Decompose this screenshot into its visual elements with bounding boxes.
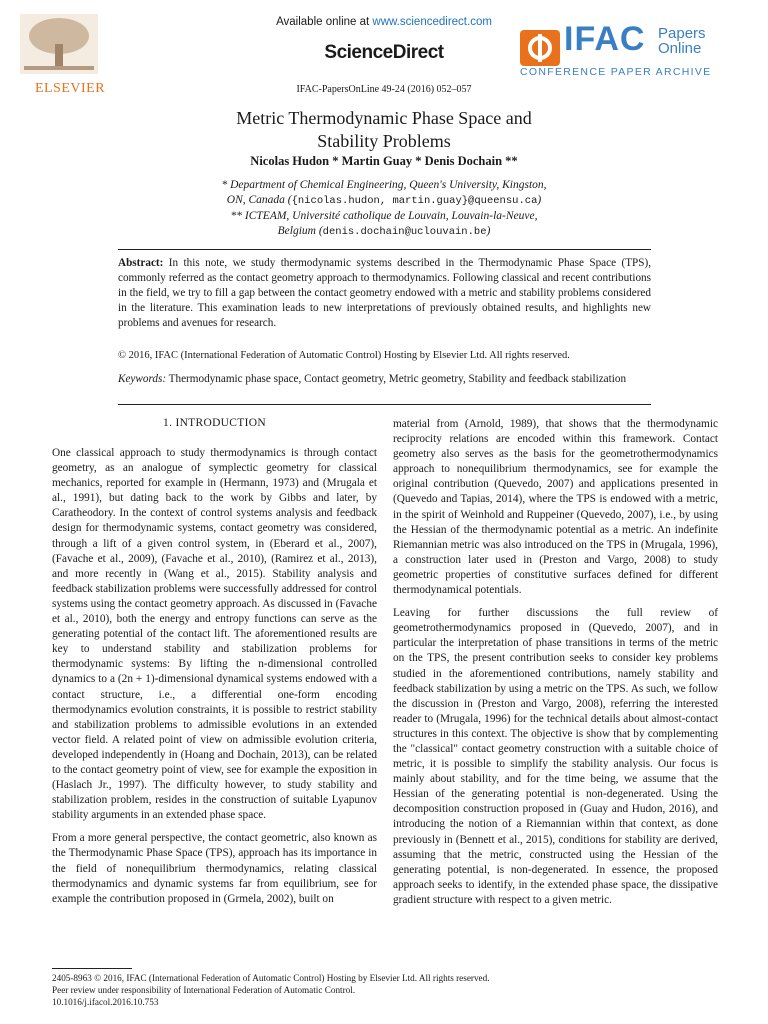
abstract-top-rule — [118, 249, 651, 250]
sciencedirect-brand: ScienceDirect — [324, 42, 444, 63]
abstract-bottom-rule — [118, 404, 651, 405]
ifac-wordmark: IFAC — [564, 20, 646, 58]
author-list: Nicolas Hudon * Martin Guay * Denis Dochain ** — [250, 154, 518, 168]
ifac-emblem-icon — [520, 30, 560, 66]
email-queensu: {nicolas.hudon, martin.guay}@queensu.ca — [291, 195, 538, 207]
papers-online-label: Papers Online — [658, 25, 706, 57]
keywords: Keywords: Thermodynamic phase space, Contact geometry, Metric geometry, Stability and feedback stabilization — [118, 373, 627, 385]
doi[interactable]: 10.1016/j.ifacol.2016.10.753 — [52, 997, 159, 1007]
sciencedirect-link[interactable]: www.sciencedirect.com — [372, 16, 492, 28]
abstract: Abstract: In this note, we study thermodynamic systems described in the Thermodynamic Phase Space (TPS), commonly referred as the contact geometry approach to thermodynamics. Following classical and recent contributions in the field, we try to fill a gap between the contact geometry endowed with a metric and stability problems considered in the literature. This examination leads to new interpretations of previously obtained results, and highlights new problems and avenues for research. — [118, 257, 651, 329]
left-column — [52, 446, 377, 915]
paragraph: From a more general perspective, the contact geometric, also known as the Thermodynamic Phase Space (TPS), approach has its importance in the field of nonequilibrium thermodynamics, relating classical thermodynamics and dynamic systems far from equilibrium, see for example the contribution proposed in (Grmela, 2002), built on — [52, 832, 377, 905]
footer-rule — [52, 968, 132, 969]
footer: 2405-8963 © 2016, IFAC (International Federation of Automatic Control) Hosting by Elsevier Ltd. All rights reserved. Peer review under responsibility of International Federation of Automatic Control. 10.1016/j.ifacol.2016.10.753 — [52, 972, 712, 1008]
paragraph: material from (Arnold, 1989), that shows that the thermodynamic reciprocity relations are encoded within this framework. Contact geometry also serves as the basis for the geometrothermodynamics approach to nonequilibrium thermodynamics, see for example the original contribution (Quevedo, 2007) and applications presented in (Quevedo and Tapias, 2014), where the TPS is endowed with a metric, in the spirit of Weinhold and Ruppeiner (Quevedo, 2007), i.e., by using the Hessian of the thermodynamic potential as a metric. An indefinite Riemannian metric was also introduced on the TPS in (Mrugala, 1996), a construction later used in (Preston and Vargo, 2008) to study geometric properties of constitutive surfaces defined for different thermodynamical potentials. — [393, 418, 718, 597]
paper-title: Metric Thermodynamic Phase Space and Stability Problems — [236, 108, 532, 151]
abstract-copyright: © 2016, IFAC (International Federation of Automatic Control) Hosting by Elsevier Ltd. All rights reserved. — [118, 350, 570, 361]
section-heading: 1. INTRODUCTION — [163, 417, 266, 429]
conference-archive-label: CONFERENCE PAPER ARCHIVE — [520, 66, 712, 78]
right-column — [393, 417, 718, 916]
elsevier-wordmark: ELSEVIER — [34, 81, 106, 96]
email-uclouvain: denis.dochain@uclouvain.be — [322, 226, 487, 238]
ifac-logo — [518, 20, 718, 84]
available-online: Available online at www.sciencedirect.com — [276, 16, 492, 28]
affiliations: * Department of Chemical Engineering, Queen's University, Kingston, ON, Canada ({nicolas.hudon, martin.guay}@queensu.ca) ** ICTEAM, Université catholique de Louvain, Louvain-la-Neuve, Belgium (denis.dochain@uclouvain.be) — [221, 179, 547, 238]
paragraph: One classical approach to study thermodynamics is through contact geometry, as an analogue of symplectic geometry for classical mechanics, reported for example in (Hermann, 1973) and (Mrugala et al., 1991), but dating back to the work by Gibbs and later, by Caratheodory. In the context of control systems analysis and feedback design for thermodynamic systems, contact geometry was considered, through a lift of a given control system, in (Eberard et al., 2007), (Favache et al., 2009), (Favache et al., 2010), (Ramirez et al., 2013), and more recently in (Wang et al., 2015). Stability analysis and feedback stabilization problems were successfully addressed for control systems using the contact geometry approach. As discussed in (Favache et al., 2010), both the energy and entropy functions can serve as the generating potential of the contact lift. The aforementioned results are key to understand stability and stabilization problems for thermodynamic systems: By lifting the n-dimensional controlled dynamics to a (2n + 1)-dimensional dynamical systems endowed with a contact structure, i.e., a differential one-form encoding thermodynamics evolution constraints, it is possible to restrict stability and stabilization problems to admissible evolutions in an extended vector field. A related point of view on admissible evolution criteria, developed independently in (Hoang and Dochain, 2013), can be related to the contact geometry point of view, see for example the exposition in (Haslach Jr., 1997). The difficulty however, to study stability and stabilization problem, resides in the construction of suitable Lyapunov stability arguments in an extended phase space. — [52, 447, 377, 822]
paragraph: Leaving for further discussions the full review of geometrothermodynamics proposed in (Quevedo, 2007), and in particular the interpretation of phase transitions in terms of the metric on the TPS, the present contribution seeks to consider key problems studied in the aforementioned contributions, namely stability and feedback stabilization by using a metric on the TPS. As such, we follow the discussion in (Preston and Vargo, 2008), referring the interested reader to (Mrugala, 1996) for the technical details about almost-contact structures in this context. The objective is show that by complementing the "classical" contact geometry construction with a suitable choice of metric, it is possible to simplify the stability analysis. Our focus is mainly about stability, and for the time being, we assume that the Hessian of the generating potential is non-degenerated. Using the decomposition construction proposed in (Guay and Hudon, 2016), and introducing the notion of a Riemannian within that context, as done previously in (Bennett et al., 2015), conditions for stability are derived, assuming that the metric, constructed using the Hessian of the generating potential, is non-degenerated. In essence, the proposed approach seeks to identify, in the extended phase space, the dissipative gradient structure with respect to a given metric. — [393, 607, 718, 906]
journal-reference: IFAC-PapersOnLine 49-24 (2016) 052–057 — [296, 84, 472, 95]
